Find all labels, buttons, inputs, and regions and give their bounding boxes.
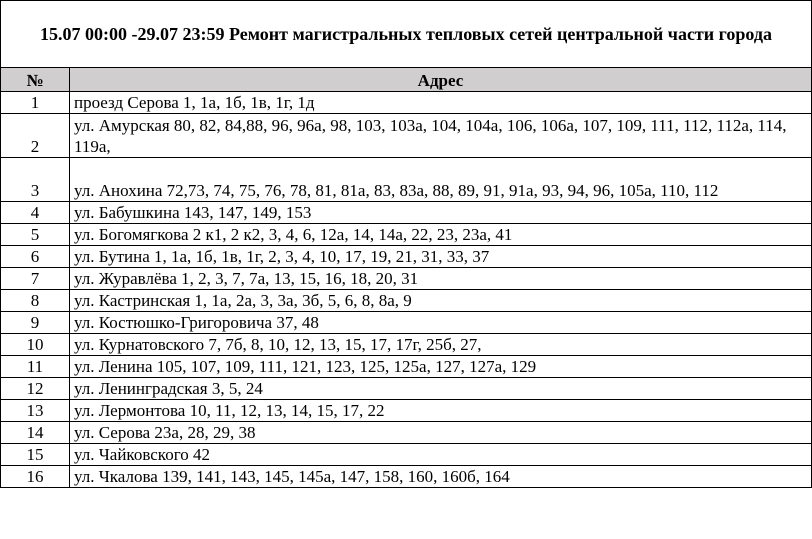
row-number: 5 bbox=[1, 224, 70, 246]
row-number: 2 bbox=[1, 114, 70, 158]
row-number: 3 bbox=[1, 158, 70, 202]
row-address: ул. Кастринская 1, 1а, 2а, 3, 3а, 3б, 5, 6, 8, 8а, 9 bbox=[70, 290, 812, 312]
table-row bbox=[1, 312, 812, 334]
row-address: ул. Анохина 72,73, 74, 75, 76, 78, 81, 81а, 83, 83а, 88, 89, 91, 91а, 93, 94, 96, 105а, 110, 112 bbox=[70, 158, 812, 202]
row-address: ул. Амурская 80, 82, 84,88, 96, 96а, 98, 103, 103а, 104, 104а, 106, 106а, 107, 109, 111, 112, 112а, 114, 119а, bbox=[70, 114, 812, 158]
table-row bbox=[1, 356, 812, 378]
table-row bbox=[1, 158, 812, 202]
table-row bbox=[1, 268, 812, 290]
table-row bbox=[1, 246, 812, 268]
row-address: ул. Ленинградская 3, 5, 24 bbox=[70, 378, 812, 400]
row-address: ул. Ленина 105, 107, 109, 111, 121, 123, 125, 125а, 127, 127а, 129 bbox=[70, 356, 812, 378]
title-row bbox=[1, 1, 812, 68]
row-number: 4 bbox=[1, 202, 70, 224]
table-row bbox=[1, 92, 812, 114]
table-row bbox=[1, 422, 812, 444]
row-address: ул. Чайковского 42 bbox=[70, 444, 812, 466]
row-number: 9 bbox=[1, 312, 70, 334]
row-number: 1 bbox=[1, 92, 70, 114]
column-header-address: Адрес bbox=[70, 68, 812, 92]
row-address: ул. Журавлёва 1, 2, 3, 7, 7а, 13, 15, 16, 18, 20, 31 bbox=[70, 268, 812, 290]
row-address: ул. Богомягкова 2 к1, 2 к2, 3, 4, 6, 12а, 14, 14а, 22, 23, 23а, 41 bbox=[70, 224, 812, 246]
table-row bbox=[1, 202, 812, 224]
document-title: 15.07 00:00 -29.07 23:59 Ремонт магистральных тепловых сетей центральной части города bbox=[1, 1, 812, 68]
row-address: ул. Курнатовского 7, 7б, 8, 10, 12, 13, 15, 17, 17г, 25б, 27, bbox=[70, 334, 812, 356]
header-row bbox=[1, 68, 812, 92]
table-row bbox=[1, 224, 812, 246]
column-header-number: № bbox=[1, 68, 70, 92]
row-number: 11 bbox=[1, 356, 70, 378]
table-row bbox=[1, 334, 812, 356]
row-number: 12 bbox=[1, 378, 70, 400]
row-address: ул. Костюшко-Григоровича 37, 48 bbox=[70, 312, 812, 334]
row-address: ул. Лермонтова 10, 11, 12, 13, 14, 15, 17, 22 bbox=[70, 400, 812, 422]
row-address: проезд Серова 1, 1а, 1б, 1в, 1г, 1д bbox=[70, 92, 812, 114]
row-number: 14 bbox=[1, 422, 70, 444]
table-row bbox=[1, 444, 812, 466]
row-address: ул. Чкалова 139, 141, 143, 145, 145а, 147, 158, 160, 160б, 164 bbox=[70, 466, 812, 488]
table-row bbox=[1, 378, 812, 400]
row-address: ул. Бабушкина 143, 147, 149, 153 bbox=[70, 202, 812, 224]
table-row bbox=[1, 466, 812, 488]
row-number: 16 bbox=[1, 466, 70, 488]
row-number: 6 bbox=[1, 246, 70, 268]
table-row bbox=[1, 114, 812, 158]
row-number: 10 bbox=[1, 334, 70, 356]
row-number: 8 bbox=[1, 290, 70, 312]
row-number: 15 bbox=[1, 444, 70, 466]
table-row bbox=[1, 290, 812, 312]
row-address: ул. Бутина 1, 1а, 1б, 1в, 1г, 2, 3, 4, 10, 17, 19, 21, 31, 33, 37 bbox=[70, 246, 812, 268]
table-row bbox=[1, 400, 812, 422]
row-number: 7 bbox=[1, 268, 70, 290]
row-number: 13 bbox=[1, 400, 70, 422]
row-address: ул. Серова 23а, 28, 29, 38 bbox=[70, 422, 812, 444]
